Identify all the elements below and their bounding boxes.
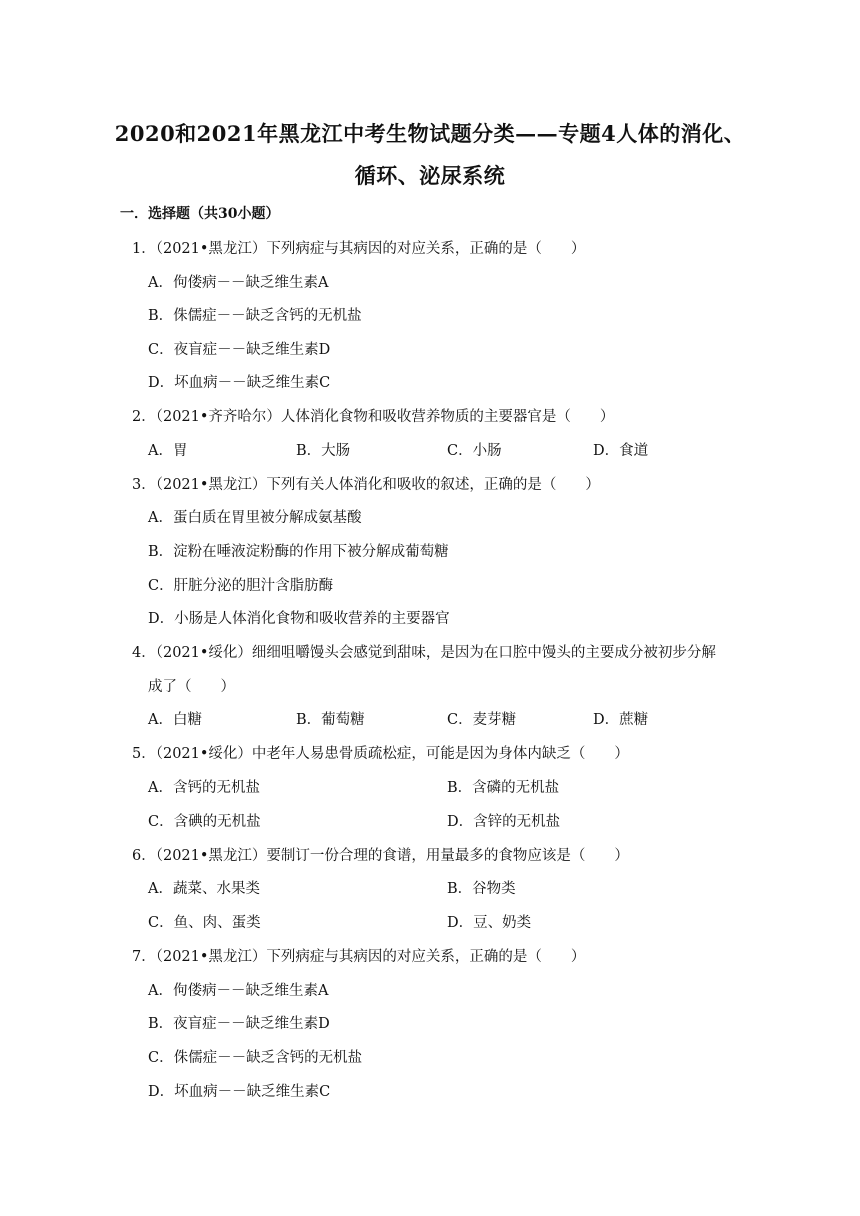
question-7-stem: 7．（2021•黑龙江）下列病症与其病因的对应关系，正确的是（ ） [132,949,586,965]
question-2-option-d: D．食道 [593,443,649,459]
question-6-option-a: A．蔬菜、水果类 [148,881,260,897]
question-6-option-d: D．豆、奶类 [447,915,532,931]
question-1-option-a: A．佝偻病－－缺乏维生素A [148,275,329,291]
question-3-stem: 3．（2021•黑龙江）下列有关人体消化和吸收的叙述，正确的是（ ） [132,477,600,493]
question-1-option-d: D．坏血病－－缺乏维生素C [148,375,331,391]
question-1-option-c: C．夜盲症－－缺乏维生素D [148,342,331,358]
question-5-stem: 5．（2021•绥化）中老年人易患骨质疏松症，可能是因为身体内缺乏（ ） [132,746,629,762]
question-2-stem: 2．（2021•齐齐哈尔）人体消化食物和吸收营养物质的主要器官是（ ） [132,409,615,425]
question-2-option-b: B．大肠 [296,443,351,459]
question-5-option-c: C．含碘的无机盐 [148,814,261,830]
question-4-option-c: C．麦芽糖 [447,712,517,728]
question-7-option-b: B．夜盲症－－缺乏维生素D [148,1016,330,1032]
question-1-option-b: B．侏儒症－－缺乏含钙的无机盐 [148,308,362,324]
section-heading: 一．选择题（共30小题） [120,206,280,222]
question-4-option-d: D．蔗糖 [593,712,649,728]
question-1-stem: 1．（2021•黑龙江）下列病症与其病因的对应关系，正确的是（ ） [132,241,586,257]
question-3-option-b: B．淀粉在唾液淀粉酶的作用下被分解成葡萄糖 [148,544,449,560]
question-3-option-d: D．小肠是人体消化食物和吸收营养的主要器官 [148,611,450,627]
question-5-option-d: D．含锌的无机盐 [447,814,561,830]
question-6-option-b: B．谷物类 [447,881,516,897]
question-4-option-a: A．白糖 [148,712,202,728]
question-2-option-a: A．胃 [148,443,188,459]
question-7-option-a: A．佝偻病－－缺乏维生素A [148,983,329,999]
question-7-option-c: C．侏儒症－－缺乏含钙的无机盐 [148,1050,363,1066]
question-3-option-a: A．蛋白质在胃里被分解成氨基酸 [148,510,362,526]
document-title-line1: 2020和2021年黑龙江中考生物试题分类——专题4人体的消化、 [114,121,746,146]
question-6-option-c: C．鱼、肉、蛋类 [148,915,261,931]
document-title-line2: 循环、泌尿系统 [354,163,506,188]
question-6-stem: 6．（2021•黑龙江）要制订一份合理的食谱，用量最多的食物应该是（ ） [132,848,629,864]
question-4-stem-continued: 成了（ ） [148,679,235,695]
question-7-option-d: D．坏血病－－缺乏维生素C [148,1084,331,1100]
question-5-option-a: A．含钙的无机盐 [148,780,260,796]
question-2-option-c: C．小肠 [447,443,502,459]
question-3-option-c: C．肝脏分泌的胆汁含脂肪酶 [148,578,334,594]
question-4-stem: 4．（2021•绥化）细细咀嚼馒头会感觉到甜味，是因为在口腔中馒头的主要成分被初步分解 [132,645,716,661]
question-5-option-b: B．含磷的无机盐 [447,780,560,796]
question-4-option-b: B．葡萄糖 [296,712,365,728]
